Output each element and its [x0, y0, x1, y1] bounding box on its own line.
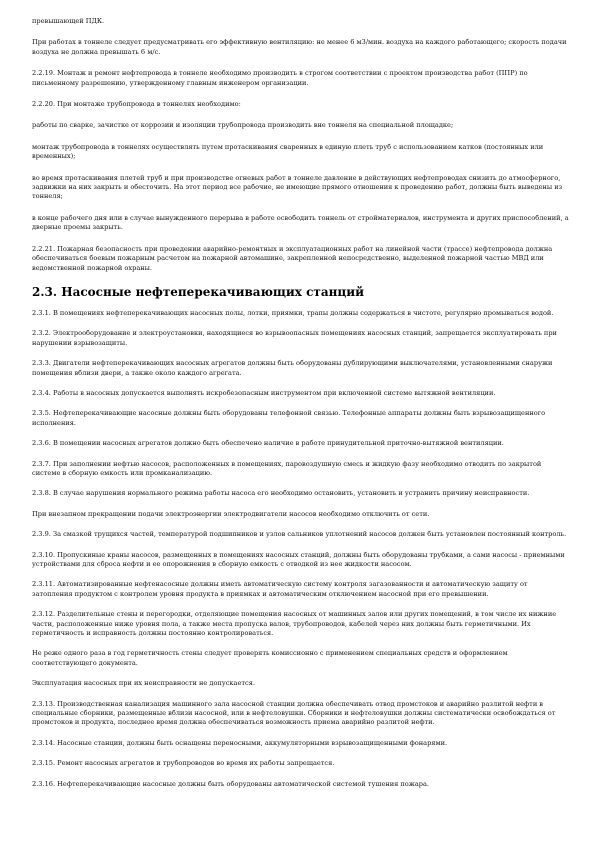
paragraph: 2.3.4. Работы в насосных допускается выполнять искробезопасным инструментом при включенной системе вытяжной вентиляции.	[32, 388, 496, 397]
paragraph: 2.3.14. Насосные станции, должны быть оснащены переносными, аккумуляторными взрывозащищенными фонарями.	[32, 738, 448, 747]
paragraph: 2.3.6. В помещении насосных агрегатов должно быть обеспечено наличие в работе принудительной приточно-вытяжной вентиляции.	[32, 439, 504, 448]
paragraph: 2.3.12. Разделительные стены и перегородки, отделяющие помещения насосных от машинных залов или других помещений, в том числе их нижние части, расположенные ниже уровня пола, а также места пропуска валов, трубопроводов, кабелей через них должны быть герметичными. Их герметичность и исправность должны постоянно контролироваться.	[32, 610, 557, 638]
section-heading: 2.3. Насосные нефтеперекачивающих станций	[32, 284, 365, 299]
paragraph: 2.2.19. Монтаж и ремонт нефтепровода в тоннеле необходимо производить в строгом соответствии с проектом производства работ (ППР) по письменному разрешению, утвержденному главным инженером организации.	[32, 69, 528, 87]
paragraph: 2.3.8. В случае нарушения нормального режима работы насоса его необходимо остановить, установить и устранить причину неисправности.	[32, 489, 530, 498]
paragraph: 2.3.1. В помещениях нефтеперекачивающих насосных полы, лотки, приямки, трапы должны содержаться в чистоте, регулярно промываться водой.	[32, 308, 554, 317]
paragraph: 2.3.9. За смазкой трущихся частей, температурой подшипников и узлов сальников уплотнений насосов должен быть установлен постоянный контроль.	[32, 530, 567, 539]
paragraph: Не реже одного раза в год герметичность стены следует проверять комиссионно с применением специальных средств и оформлением соответствующего документа.	[32, 649, 508, 667]
paragraph: При внезапном прекращении подачи электроэнергии электродвигатели насосов необходимо отключить от сети.	[32, 509, 430, 518]
paragraph: во время протаскивания плетей труб и при производстве огневых работ в тоннеле давление в действующих нефтепроводах снизить до атмосферного, задвижки на них закрыть и обесточить. На этот период все рабочие, не имеющие прямого отношения к проведению работ, должны быть выведены из тоннеля;	[32, 173, 563, 201]
paragraph: превышающей ПДК.	[32, 17, 105, 25]
paragraph: При работах в тоннеле следует предусматривать его эффективную вентиляцию: не менее 6 м3/мин. воздуха на каждого работающего; скорость подачи воздуха не должна превышать 6 м/с.	[32, 38, 567, 56]
paragraph: 2.3.15. Ремонт насосных агрегатов и трубопроводов во время их работы запрещается.	[32, 759, 335, 768]
paragraph: 2.3.10. Пропускиные краны насосов, размещенных в помещениях насосных станций, должны быть оборудованы трубками, а сами насосы - приемными устройствами для сброса нефти и ее опорожнения в сборную емкость с отводкой из нее жидкости насосом.	[32, 550, 565, 568]
paragraph: 2.2.21. Пожарная безопасность при проведении аварийно-ремонтных и эксплуатационных работ на линейной части (трассе) нефтепровода должна обеспечиваться боевым пожарным расчетом на пожарной автомашине, закрепленной непосредственно, выделенной пожарной частью МВД или ведомственной пожарной охраны.	[32, 244, 553, 272]
paragraph: монтаж трубопровода в тоннелях осуществлять путем протаскивания сваренных в единую плеть труб с использованием катков (постоянных или временных);	[32, 142, 544, 161]
paragraph: 2.3.7. При заполнении нефтью насосов, расположенных в помещениях, паровоздушную смесь и жидкую фазу необходимо отводить по закрытой системе в сборную емкость или промканализацию.	[32, 459, 542, 477]
paragraph: 2.3.16. Нефтеперекачивающие насосные должны быть оборудованы автоматической системой тушения пожара.	[32, 779, 430, 788]
paragraph: 2.3.13. Производственная канализация машинного зала насосной станции должна обеспечивать отвод промстоков и аварийно разлитой нефти в специальные сборники, размещенные вблизи насосной, или в нефтеловушки. Сборники и нефтеловушки должны систематически освобождаться от промстоков и продукта, последнее время должна обеспечиваться возможность приема аварийно разлитой нефти.	[32, 699, 556, 727]
paragraph: 2.3.5. Нефтеперекачивающие насосные должны быть оборудованы телефонной связью. Телефонные аппараты должны быть взрывозащищенного исполнения.	[32, 409, 546, 427]
paragraph: в конце рабочего дня или в случае вынужденного перерыва в работе освободить тоннель от стройматериалов, инструмента и других приспособлений, а дверные проемы закрыть.	[32, 213, 569, 232]
paragraph: Эксплуатация насосных при их неисправности не допускается.	[32, 679, 255, 688]
paragraph: работы по сварке, зачистке от коррозии и изоляции трубопровода производить вне тоннеля на специальной площадке;	[32, 121, 454, 130]
paragraph: 2.3.3. Двигатели нефтеперекачивающих насосных агрегатов должны быть оборудованы дублирующими выключателями, установленными снаружи помещения вблизи двери, а также около каждого агрегата.	[32, 359, 553, 377]
paragraph: 2.2.20. При монтаже трубопровода в тоннелях необходимо:	[32, 100, 241, 109]
paragraph: 2.3.2. Электрооборудование и электроустановки, находящиеся во взрывоопасных помещениях насосных станций, запрещается эксплуатировать при нарушении взрывозащиты.	[32, 329, 557, 347]
paragraph: 2.3.11. Автоматизированные нефтенасосные должны иметь автоматическую систему контроля загазованности и автоматическую защиту от затопления продуктом с контролем уровня продукта в приямках и автоматическим отключением насосной при его превышении.	[32, 580, 528, 598]
